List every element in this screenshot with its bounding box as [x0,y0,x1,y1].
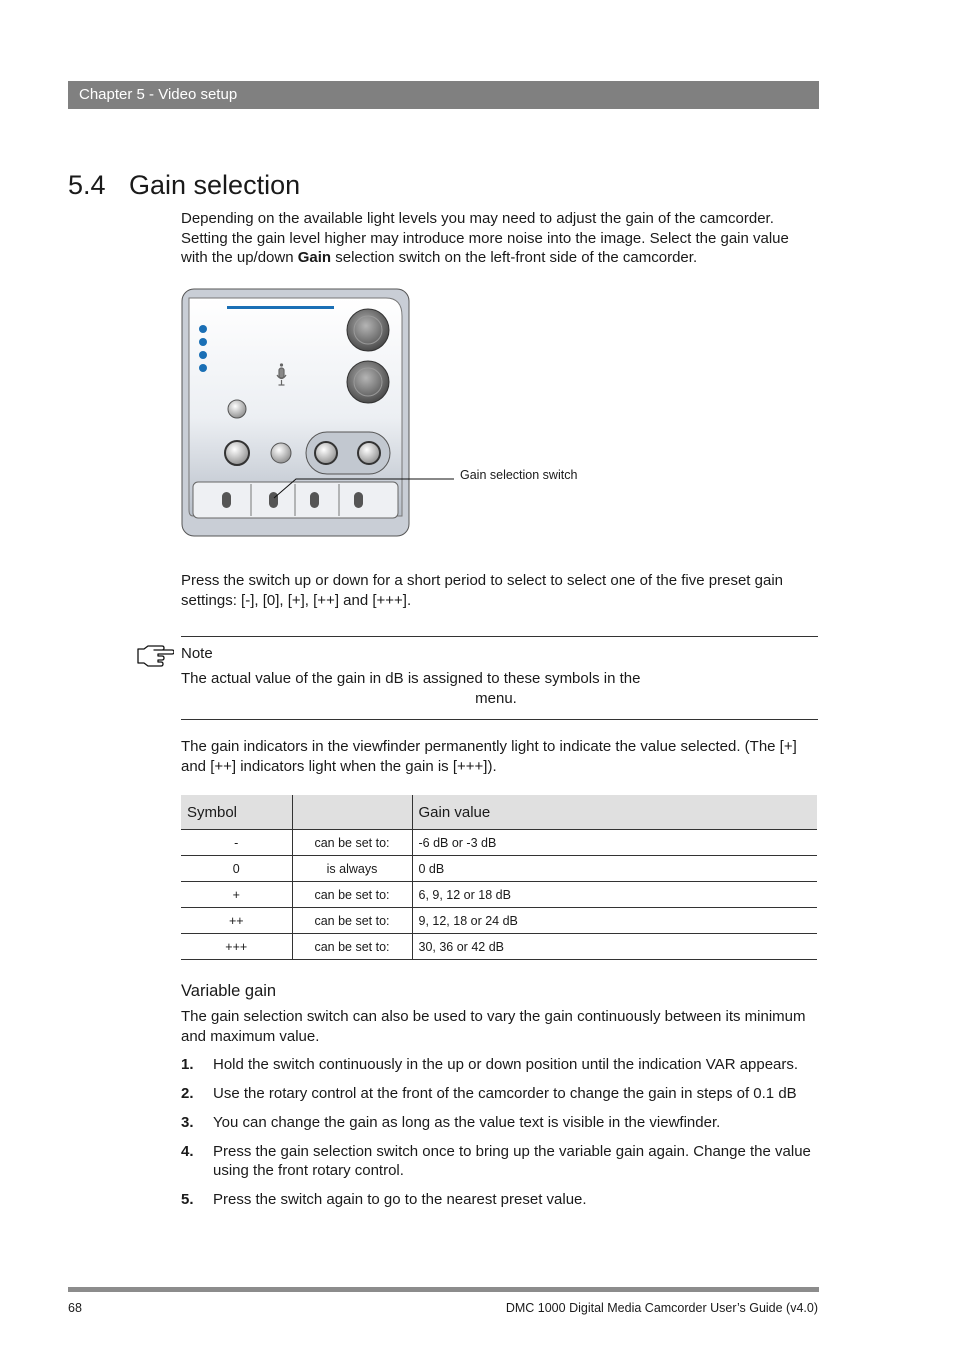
cell-symbol: ++ [181,908,292,934]
toggle-switch-3 [310,492,319,508]
cell-symbol: +++ [181,934,292,960]
header-relation [292,795,412,830]
intro-paragraph [181,209,819,268]
press-instructions: Press the switch up or down for a short period to select to select one of the five preset gain settings: [-], [0], [+], [++] and [+++]. [181,572,783,609]
round-button-small [228,400,246,418]
gain-table-header [181,795,817,830]
intro-gain-keyword: Gain [297,249,332,266]
step-text: You can change the gain as long as the value text is visible in the viewfinder. [213,1114,721,1131]
list-item [181,1113,821,1133]
indicators-paragraph: The gain indicators in the viewfinder permanently light to indicate the value selected. (The [+] and [++] indicators light when the gain is [+++]). [181,738,797,775]
gain-switch-callout: Gain selection switch [460,468,578,482]
note-bottom-rule [181,719,818,720]
round-button-4 [358,442,380,464]
cell-value: 6, 9, 12 or 18 dB [412,882,817,908]
round-button-1 [225,441,249,465]
cell-relation: can be set to: [292,830,412,856]
cell-symbol: 0 [181,856,292,882]
cell-symbol: + [181,882,292,908]
table-row [181,882,817,908]
round-button-3 [315,442,337,464]
note-top-rule [181,636,818,637]
step-text: Press the gain selection switch once to bring up the variable gain again. Change the value using the front rotary control. [213,1142,811,1179]
step-number: 3. [181,1114,194,1131]
note-body [181,669,661,708]
step-text: Use the rotary control at the front of the camcorder to change the gain in steps of 0.1 dB [213,1085,797,1102]
round-button-2 [271,443,291,463]
cell-value: 0 dB [412,856,817,882]
table-row [181,934,817,960]
cell-relation: can be set to: [292,934,412,960]
chapter-header: Chapter 5 - Video setup [68,81,819,109]
pointing-hand-icon [136,643,174,669]
header-gain-value: Gain value [412,795,817,830]
intro-text-1: Depending on the available light levels you may need to adjust the gain of the camcorder. Setting the gain level higher may introduce more noise into the image. Select the gain value with the up/down [181,210,789,266]
variable-gain-steps [181,1055,821,1210]
toggle-switch-1 [222,492,231,508]
indicator-led-4 [199,364,207,372]
toggle-switch-4 [354,492,363,508]
header-symbol: Symbol [181,795,292,830]
step-number: 1. [181,1056,194,1073]
cell-value: 30, 36 or 42 dB [412,934,817,960]
camcorder-panel-figure [181,288,601,540]
indicator-led-1 [199,325,207,333]
cell-value: 9, 12, 18 or 24 dB [412,908,817,934]
list-item [181,1084,821,1104]
note-title: Note [181,645,213,662]
variable-gain-intro: The gain selection switch can also be used to vary the gain continuously between its minimum and maximum value. [181,1008,806,1045]
list-item [181,1142,821,1181]
indicator-led-2 [199,338,207,346]
section-title: Gain selection [129,170,301,200]
rotary-knob-upper [347,309,389,351]
note-line-1: The actual value of the gain in dB is assigned to these symbols in the [181,670,641,687]
document-title: DMC 1000 Digital Media Camcorder User’s Guide (v4.0) [505,1301,818,1315]
section-heading [68,170,300,201]
step-number: 2. [181,1085,194,1102]
footer-rule [68,1287,819,1292]
camcorder-panel-illustration [181,288,601,540]
table-row [181,908,817,934]
gain-selection-switch [269,492,278,508]
indicator-led-3 [199,351,207,359]
gain-table [181,795,817,960]
table-row [181,856,817,882]
step-text: Hold the switch continuously in the up or down position until the indication VAR appears. [213,1056,799,1073]
step-text: Press the switch again to go to the nearest preset value. [213,1191,587,1208]
page-number: 68 [68,1301,82,1315]
step-number: 4. [181,1142,194,1160]
step-number: 5. [181,1191,194,1208]
cell-relation: can be set to: [292,882,412,908]
panel-blue-strip [227,306,334,309]
intro-text-2: selection switch on the left-front side of the camcorder. [331,249,698,266]
cell-relation: is always [292,856,412,882]
cell-symbol: - [181,830,292,856]
rotary-knob-lower [347,361,389,403]
list-item [181,1190,821,1210]
cell-value: -6 dB or -3 dB [412,830,817,856]
list-item [181,1055,821,1075]
table-row [181,830,817,856]
cell-relation: can be set to: [292,908,412,934]
variable-gain-heading: Variable gain [181,982,277,1000]
section-number: 5.4 [68,170,106,200]
note-line-2: menu. [475,689,517,707]
